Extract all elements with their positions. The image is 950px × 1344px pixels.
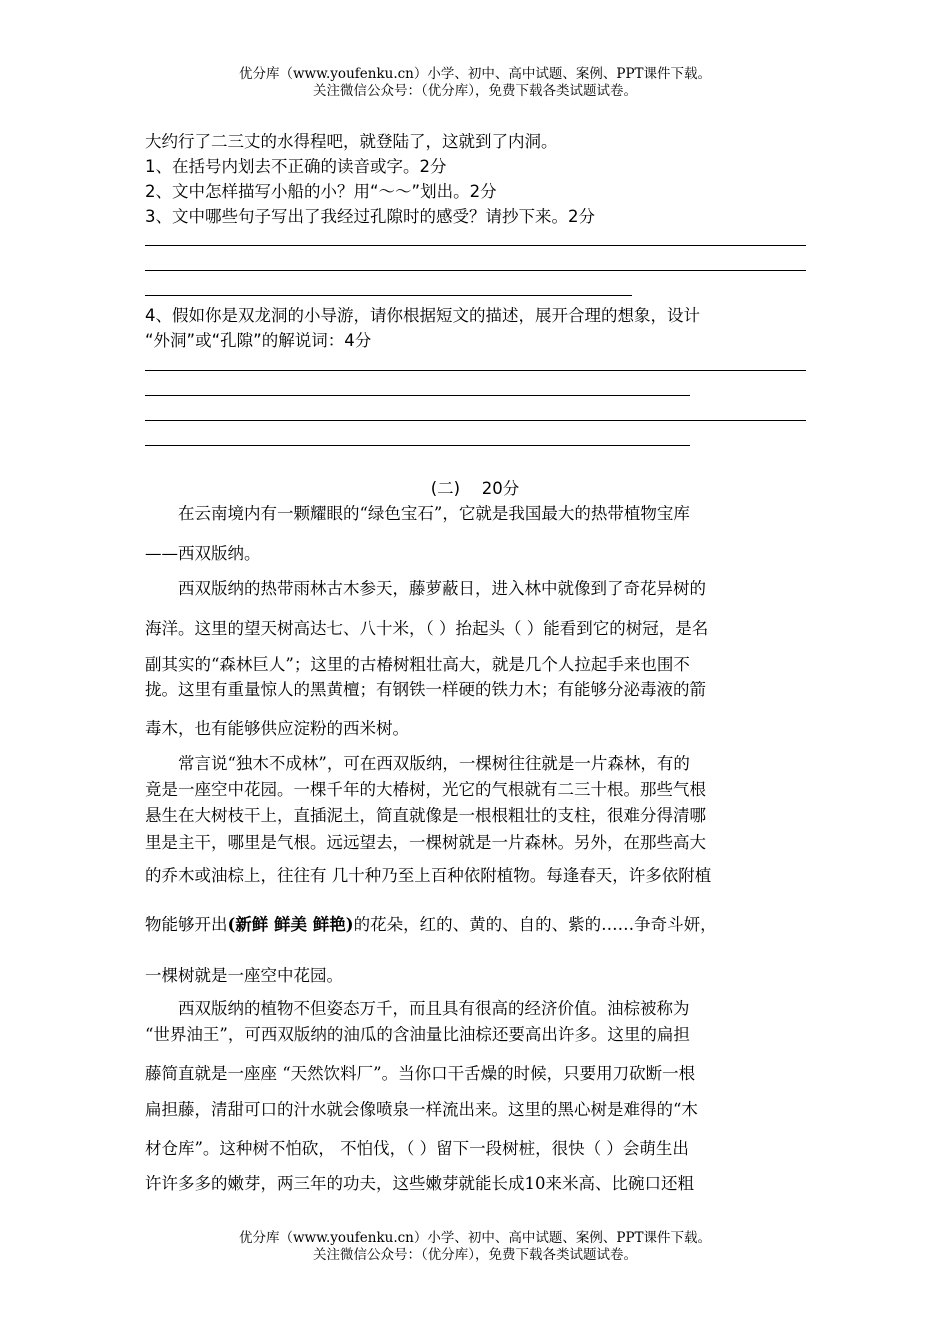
- header-line-2: 关注微信公众号：（优分库），免费下载各类试题试卷。: [313, 83, 637, 99]
- question-3: 3、文中哪些句子写出了我经过孔隙时的感受？请抄下来。2分: [145, 207, 595, 226]
- paragraph-line: 毒木，也有能够供应淀粉的西米树。: [145, 719, 409, 738]
- paragraph-line: 里是主干，哪里是气根。远远望去，一棵树就是一片森林。另外，在那些高大: [145, 833, 706, 852]
- footer-line-2: 关注微信公众号：（优分库），免费下载各类试题试卷。: [313, 1247, 637, 1263]
- paragraph-line: 常言说“独木不成林”，可在西双版纳，一棵树往往就是一片森林，有的: [145, 754, 690, 773]
- paragraph-line: 材仓库”。这种树不怕砍， 不怕伐，（ ）留下一段树桩，很快（ ）会萌生出: [145, 1139, 689, 1158]
- paragraph-line: 西双版纳的热带雨林古木参天，藤萝蔽日，进入林中就像到了奇花异树的: [145, 579, 706, 598]
- paragraph-line-with-choices: [145, 911, 717, 935]
- text-after-choices: 的花朵，红的、黄的、自的、紫的……争奇斗妍，: [353, 915, 717, 934]
- question-4-line-1: 4、假如你是双龙洞的小导游，请你根据短文的描述，展开合理的想象，设计: [145, 306, 700, 325]
- paragraph-line: 藤简直就是一座座 “天然饮料厂”。当你口干舌燥的时候，只要用刀砍断一根: [145, 1064, 696, 1083]
- paragraph-line: 拢。这里有重量惊人的黑黄檀；有钢铁一样硬的铁力木；有能够分泌毒液的箭: [145, 680, 706, 699]
- answer-line[interactable]: [145, 370, 806, 371]
- answer-line[interactable]: [145, 395, 690, 396]
- answer-line[interactable]: [145, 420, 806, 421]
- paragraph-line: 在云南境内有一颗耀眼的“绿色宝石”，它就是我国最大的热带植物宝库: [145, 504, 690, 523]
- passage-ending: 大约行了二三丈的水得程吧，就登陆了，这就到了内洞。: [145, 132, 558, 151]
- answer-line[interactable]: [145, 270, 806, 271]
- paragraph-line: ——西双版纳。: [145, 544, 261, 563]
- paragraph-line: 许许多多的嫩芽，两三年的功夫，这些嫩芽就能长成10来米高、比碗口还粗: [145, 1174, 694, 1193]
- paragraph-line: 悬生在大树枝干上，直插泥土，简直就像是一根根粗壮的支柱，很难分得清哪: [145, 806, 706, 825]
- page-header: [0, 66, 950, 100]
- paragraph-line: 一棵树就是一座空中花园。: [145, 966, 343, 985]
- answer-line[interactable]: [145, 295, 632, 296]
- page-footer: [0, 1230, 950, 1264]
- section-title: (二) 20分: [430, 479, 520, 498]
- word-choices: (新鲜 鲜美 鲜艳): [227, 915, 354, 934]
- paragraph-line: 海洋。这里的望天树高达七、八十米，（ ）抬起头（ ）能看到它的树冠，是名: [145, 619, 709, 638]
- answer-line[interactable]: [145, 245, 806, 246]
- text-before-choices: 物能够开出: [145, 915, 228, 934]
- question-4-line-2: “外洞”或“孔隙”的解说词：4分: [145, 331, 372, 350]
- question-2: 2、文中怎样描写小船的小？用“～～”划出。2分: [145, 182, 497, 201]
- paragraph-line: 扁担藤，清甜可口的汁水就会像喷泉一样流出来。这里的黑心树是难得的“木: [145, 1100, 698, 1119]
- paragraph-line: 西双版纳的植物不但姿态万千，而且具有很高的经济价值。油棕被称为: [145, 999, 690, 1018]
- paragraph-line: 副其实的“森林巨人”；这里的古椿树粗壮高大，就是几个人拉起手来也围不: [145, 655, 690, 674]
- footer-line-1: 优分库（www.youfenku.cn）小学、初中、高中试题、案例、PPT课件下载。: [238, 1230, 712, 1246]
- paragraph-line: 的乔木或油棕上，往往有 几十种乃至上百种依附植物。每逢春天，许多依附植: [145, 866, 712, 885]
- paragraph-line: “世界油王”，可西双版纳的油瓜的含油量比油棕还要高出许多。这里的扁担: [145, 1025, 690, 1044]
- answer-line[interactable]: [145, 445, 690, 446]
- header-line-1: 优分库（www.youfenku.cn）小学、初中、高中试题、案例、PPT课件下载。: [238, 66, 712, 82]
- paragraph-line: 竟是一座空中花园。一棵千年的大椿树，光它的气根就有二三十根。那些气根: [145, 780, 706, 799]
- question-1: 1、在括号内划去不正确的读音或字。2分: [145, 157, 447, 176]
